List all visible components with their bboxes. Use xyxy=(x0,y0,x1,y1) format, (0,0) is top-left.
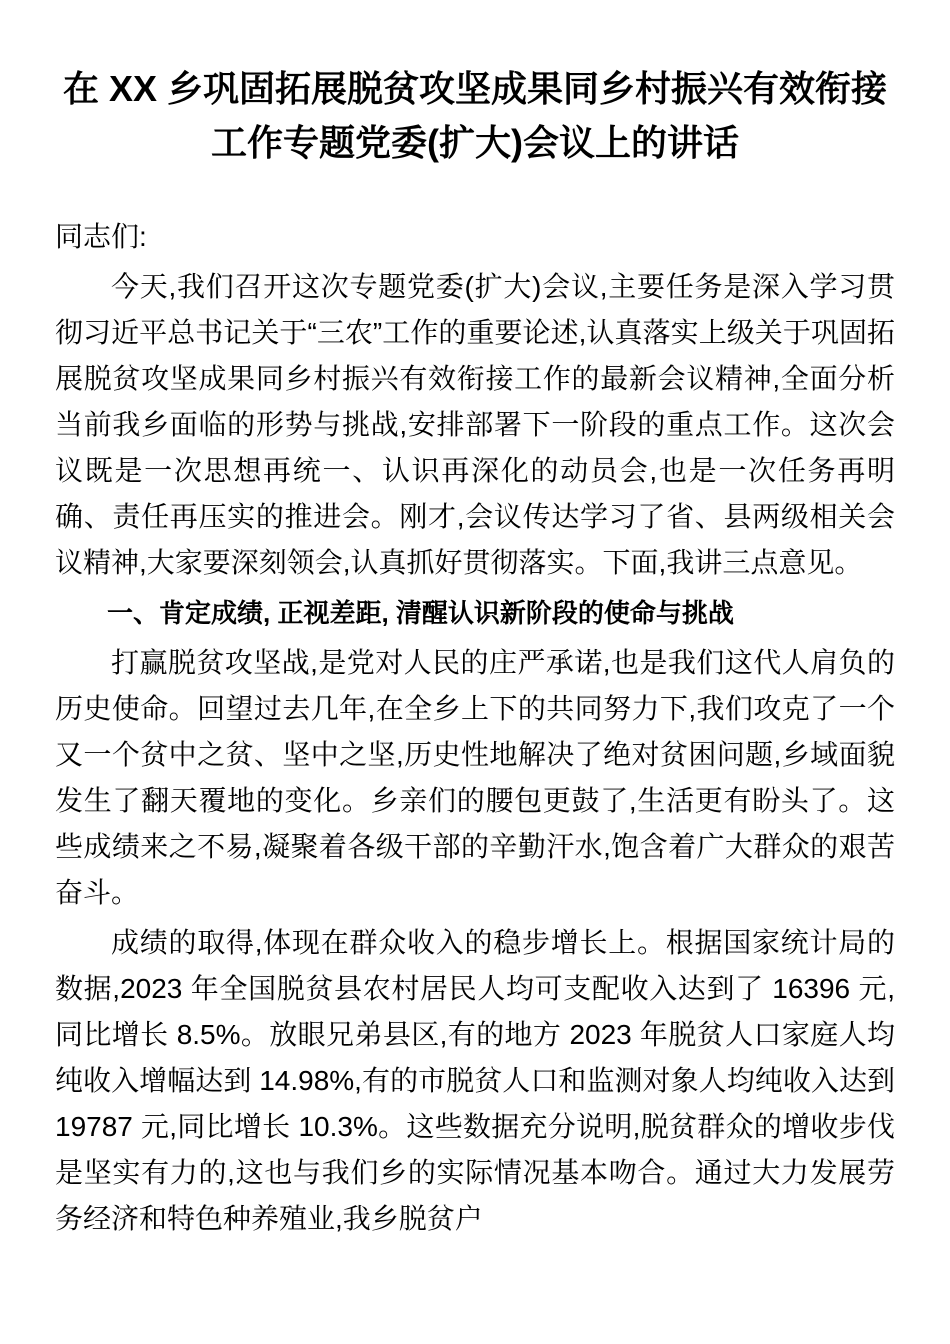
paragraph-opening: 今天,我们召开这次专题党委(扩大)会议,主要任务是深入学习贯彻习近平总书记关于“三农”工作的重要论述,认真落实上级关于巩固拓展脱贫攻坚成果同乡村振兴有效衔接工作的最新会议精神,全面分析当前我乡面临的形势与挑战,安排部署下一阶段的重点工作。这次会议既是一次思想再统一、认识再深化的动员会,也是一次任务再明确、责任再压实的推进会。刚才,会议传达学习了省、县两级相关会议精神,大家要深刻领会,认真抓好贯彻落实。下面,我讲三点意见。 xyxy=(55,271,895,578)
paragraph-achievements: 打赢脱贫攻坚战,是党对人民的庄严承诺,也是我们这代人肩负的历史使命。回望过去几年,在全乡上下的共同努力下,我们攻克了一个又一个贫中之贫、坚中之坚,历史性地解决了绝对贫困问题,乡域面貌发生了翻天覆地的变化。乡亲们的腰包更鼓了,生活更有盼头了。这些成绩来之不易,凝聚着各级干部的辛勤汗水,饱含着广大群众的艰苦奋斗。 xyxy=(55,647,895,908)
section-heading-one: 一、肯定成绩, 正视差距, 清醒认识新阶段的使命与挑战 xyxy=(107,598,734,628)
salutation: 同志们: xyxy=(55,221,147,252)
document-body xyxy=(55,0,895,1242)
paragraph-income-statistics: 成绩的取得,体现在群众收入的稳步增长上。根据国家统计局的数据,2023 年全国脱贫县农村居民人均可支配收入达到了 16396 元,同比增长 8.5%。放眼兄弟县区,有的地方 2023 年脱贫人口家庭人均纯收入增幅达到 14.98%,有的市脱贫人口和监测对象人均纯收入达到 19787 元,同比增长 10.3%。这些数据充分说明,脱贫群众的增收步伐是坚实有力的,这也与我们乡的实际情况基本吻合。通过大力发展劳务经济和特色种养殖业,我乡脱贫户 xyxy=(55,927,895,1234)
document-title: 在 XX 乡巩固拓展脱贫攻坚成果同乡村振兴有效衔接工作专题党委(扩大)会议上的讲话 xyxy=(62,68,888,163)
